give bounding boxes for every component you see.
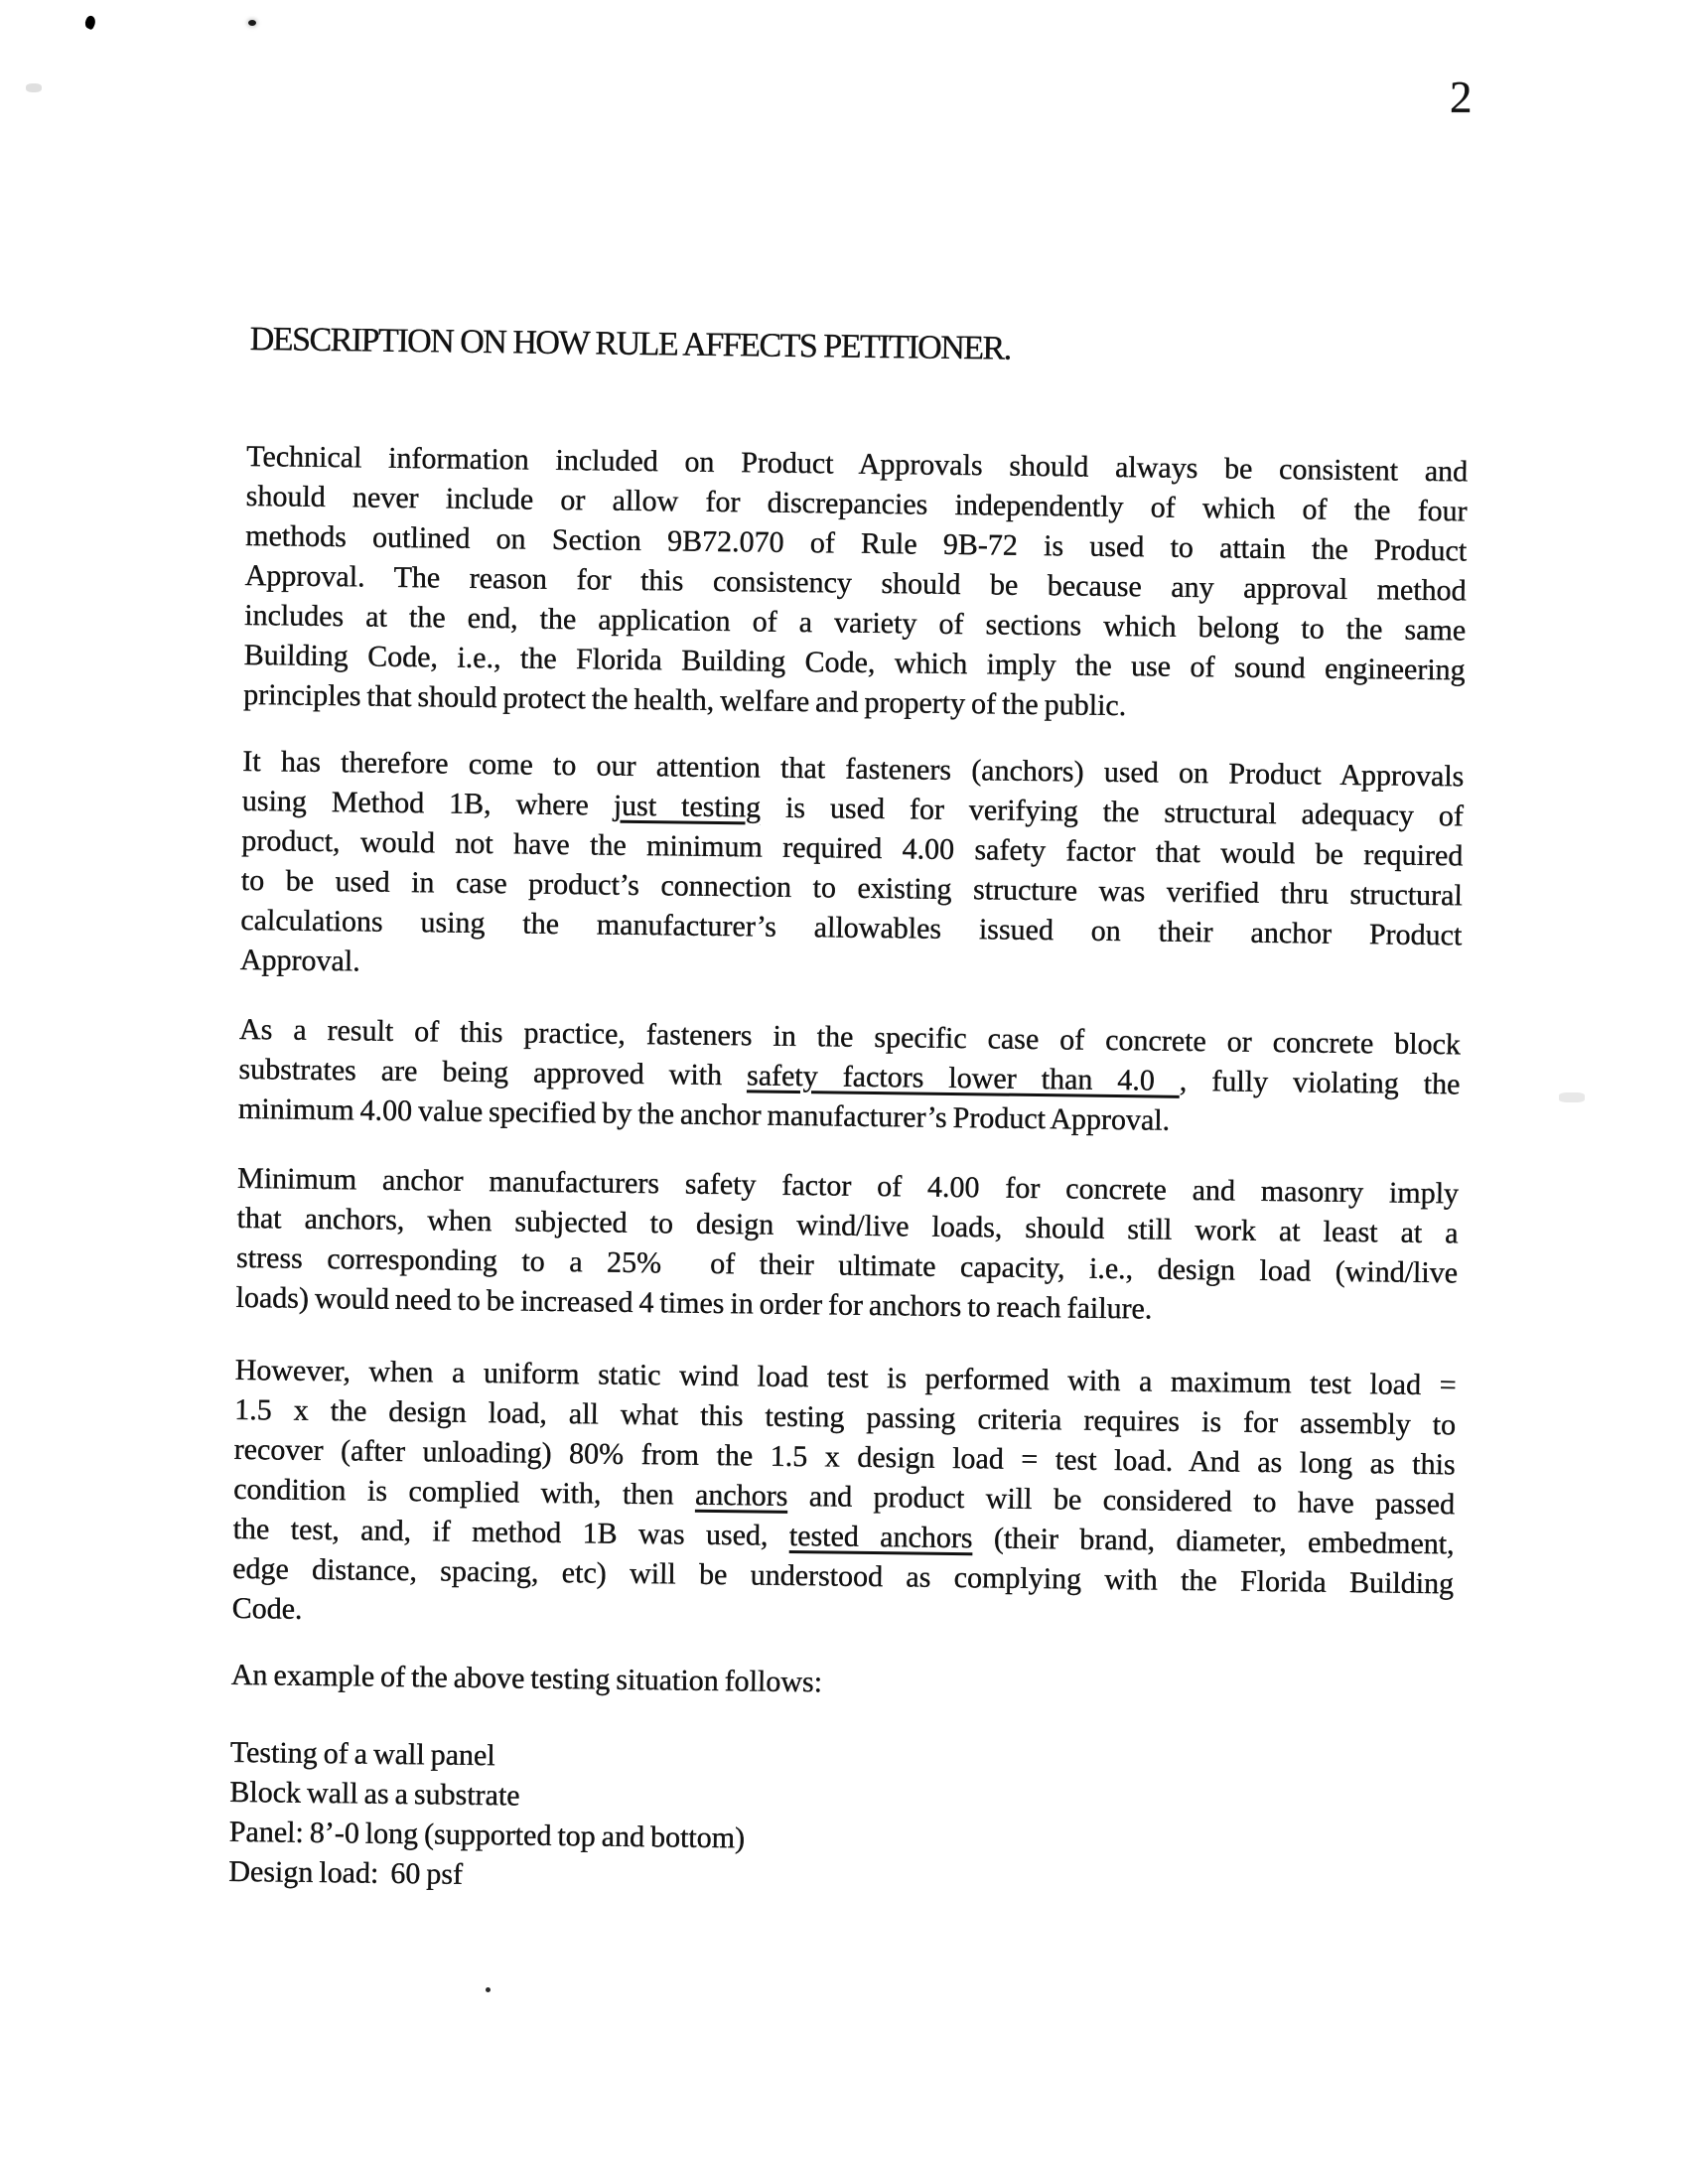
text-segment: Building Code, i.e., the Florida Building Code, which imply the use of sound engineering — [243, 638, 1466, 687]
page-number: 2 — [1450, 73, 1473, 122]
scan-speck-comma — [83, 14, 98, 30]
text-segment: stress corresponding to a 25% of their ultimate capacity, i.e., design load (wind/live — [235, 1240, 1459, 1290]
text-segment: product, would not have the minimum required 4.00 safety factor that would be required — [241, 823, 1464, 873]
scan-speck-bottom — [486, 1987, 491, 1992]
text-segment: principles that should protect the health, welfare and property of the public. — [243, 677, 1127, 723]
text-line — [231, 1656, 1453, 1710]
paragraph-technical-information — [243, 437, 1468, 730]
text-segment: 1.5 x the design load, all what this testing passing criteria requires is for assembly to — [234, 1392, 1457, 1442]
paragraph-safety-factors — [238, 1010, 1461, 1144]
document-content — [228, 320, 1470, 1891]
text-segment: Code. — [231, 1591, 303, 1626]
text-segment: (their brand, diameter, embedment, — [972, 1522, 1455, 1561]
text-segment: However, when a uniform static wind load test is performed with a maximum test load = — [234, 1353, 1457, 1402]
scan-speck-dot — [248, 20, 256, 26]
text-segment: to be used in case product’s connection to existing structure was verified thru structural — [240, 863, 1464, 913]
text-segment: substrates are being approved with — [238, 1052, 748, 1092]
underlined-text: anchors — [694, 1478, 788, 1513]
paragraph-example-list — [228, 1733, 1452, 1907]
document-title: DESCRIPTION ON HOW RULE AFFECTS PETITIONER. — [249, 321, 1011, 367]
text-segment: calculations using the manufacturer’s allowables issued on their anchor Product — [240, 903, 1463, 952]
scan-speck-right-faint — [1559, 1092, 1585, 1102]
underlined-text: just testing — [613, 789, 762, 824]
text-segment: Block wall as a substrate — [229, 1775, 520, 1813]
text-segment: Approval. The reason for this consistency should be because any approval method — [244, 558, 1467, 608]
text-segment: methods outlined on Section 9B72.070 of Rule 9B-72 is used to attain the Product — [245, 518, 1468, 568]
text-segment: It has therefore come to our attention that fasteners (anchors) used on Product Approvals — [242, 744, 1465, 794]
text-segment: edge distance, spacing, etc) will be understood as complying with the Florida Building — [231, 1551, 1455, 1601]
text-segment: minimum 4.00 value specified by the anchor manufacturer’s Product Approval. — [237, 1092, 1171, 1137]
underlined-text: tested anchors — [788, 1519, 973, 1555]
paragraph-method-1b-testing — [240, 742, 1465, 995]
scan-speck-faint-left — [26, 83, 42, 92]
text-segment: Design load: 60 psf — [228, 1854, 464, 1891]
text-segment: Minimum anchor manufacturers safety factor of 4.00 for concrete and masonry imply — [236, 1161, 1460, 1211]
text-segment: and product will be considered to have passed — [787, 1479, 1456, 1522]
text-segment: , fully violating the — [1179, 1064, 1461, 1101]
text-segment: Panel: 8’-0 long (supported top and bottom) — [228, 1815, 746, 1855]
text-segment: is used for verifying the structural adequacy of — [760, 791, 1465, 833]
text-segment: the test, and, if method 1B was used, — [232, 1512, 790, 1552]
text-segment: includes at the end, the application of a variety of sections which belong to the same — [244, 598, 1467, 648]
text-segment: Technical information included on Product Approvals should always be consistent and — [246, 439, 1469, 489]
text-segment: recover (after unloading) 80% from the 1.5 x design load = test load. And as long as this — [233, 1432, 1456, 1482]
text-segment: As a result of this practice, fasteners in the specific case of concrete or concrete block — [238, 1012, 1462, 1062]
text-segment: loads) would need to be increased 4 times in order for anchors to reach failure. — [235, 1280, 1153, 1326]
paragraph-wind-load-test — [231, 1351, 1456, 1644]
text-segment: condition is complied with, then — [232, 1472, 696, 1512]
text-segment: using Method 1B, where — [241, 784, 615, 822]
underlined-text: safety factors lower than 4.0 — [746, 1059, 1181, 1097]
text-segment: An example of the above testing situation follows: — [230, 1658, 823, 1699]
text-segment: Testing of a wall panel — [229, 1735, 495, 1773]
paragraph-example-intro — [231, 1656, 1453, 1710]
text-segment: Approval. — [239, 943, 360, 978]
text-segment: should never include or allow for discrepancies independently of which of the four — [245, 479, 1468, 528]
text-segment: that anchors, when subjected to design wind/live loads, should still work at least at a — [236, 1201, 1459, 1250]
paragraph-minimum-safety-factor — [235, 1159, 1459, 1333]
